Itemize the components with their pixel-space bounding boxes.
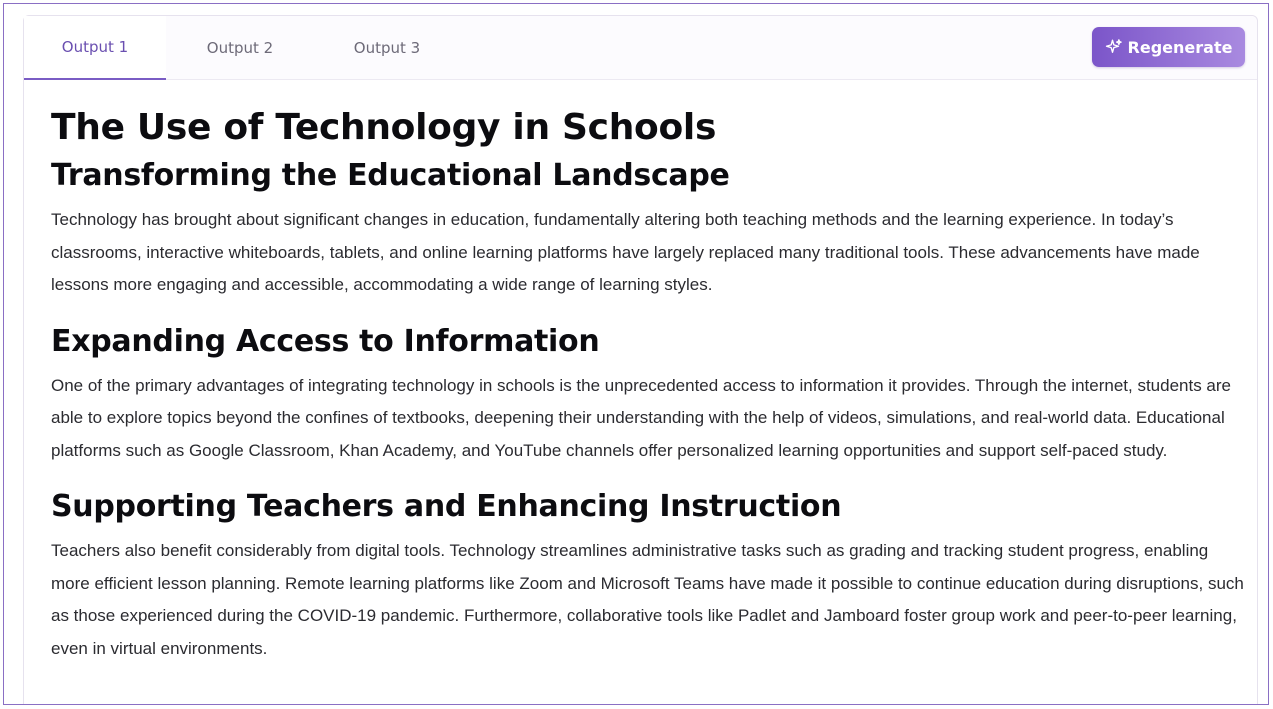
section-heading-access: Expanding Access to Information [51, 323, 600, 359]
app-frame [3, 3, 1269, 705]
output-panel [23, 15, 1258, 705]
output-tab-bar [24, 16, 1257, 80]
tab-output-1[interactable]: Output 1 [24, 16, 166, 80]
section-body-transforming: Technology has brought about significant changes in education, fundamentally altering both teaching methods and the learning experience. In today’s classrooms, interactive whiteboards, tablets, and online learning platforms have largely replaced many traditional tools. These advancements have made lessons more engaging and accessible, accommodating a wide range of learning styles. [51, 210, 1200, 294]
regenerate-label: Regenerate [1127, 37, 1233, 57]
section-heading-teachers: Supporting Teachers and Enhancing Instruction [51, 489, 842, 524]
generated-document [24, 80, 1257, 665]
section-heading-transforming: Transforming the Educational Landscape [51, 158, 730, 193]
regenerate-button[interactable] [1092, 27, 1245, 67]
tab-output-3[interactable]: Output 3 [353, 39, 421, 57]
section-body-access: One of the primary advantages of integrating technology in schools is the unprecedented access to information it provides. Through the internet, students are able to explore topics beyond the confines of textbooks, deepening their understanding with the help of videos, simulations, and real-world data. Educational platforms such as Google Classroom, Khan Academy, and YouTube channels offer personalized learning opportunities and support self-paced study. [51, 375, 1231, 460]
document-title: The Use of Technology in Schools [51, 107, 717, 148]
tab-output-2[interactable]: Output 2 [206, 39, 274, 57]
sparkle-icon [1105, 38, 1123, 56]
section-body-teachers: Teachers also benefit considerably from digital tools. Technology streamlines administrative tasks such as grading and tracking student progress, enabling more efficient lesson planning. Remote learning platforms like Zoom and Microsoft Teams have made it possible to continue education during disruptions, such as those experienced during the COVID-19 pandemic. Furthermore, collaborative tools like Padlet and Jamboard foster group work and peer-to-peer learning, even in virtual environments. [51, 541, 1244, 658]
